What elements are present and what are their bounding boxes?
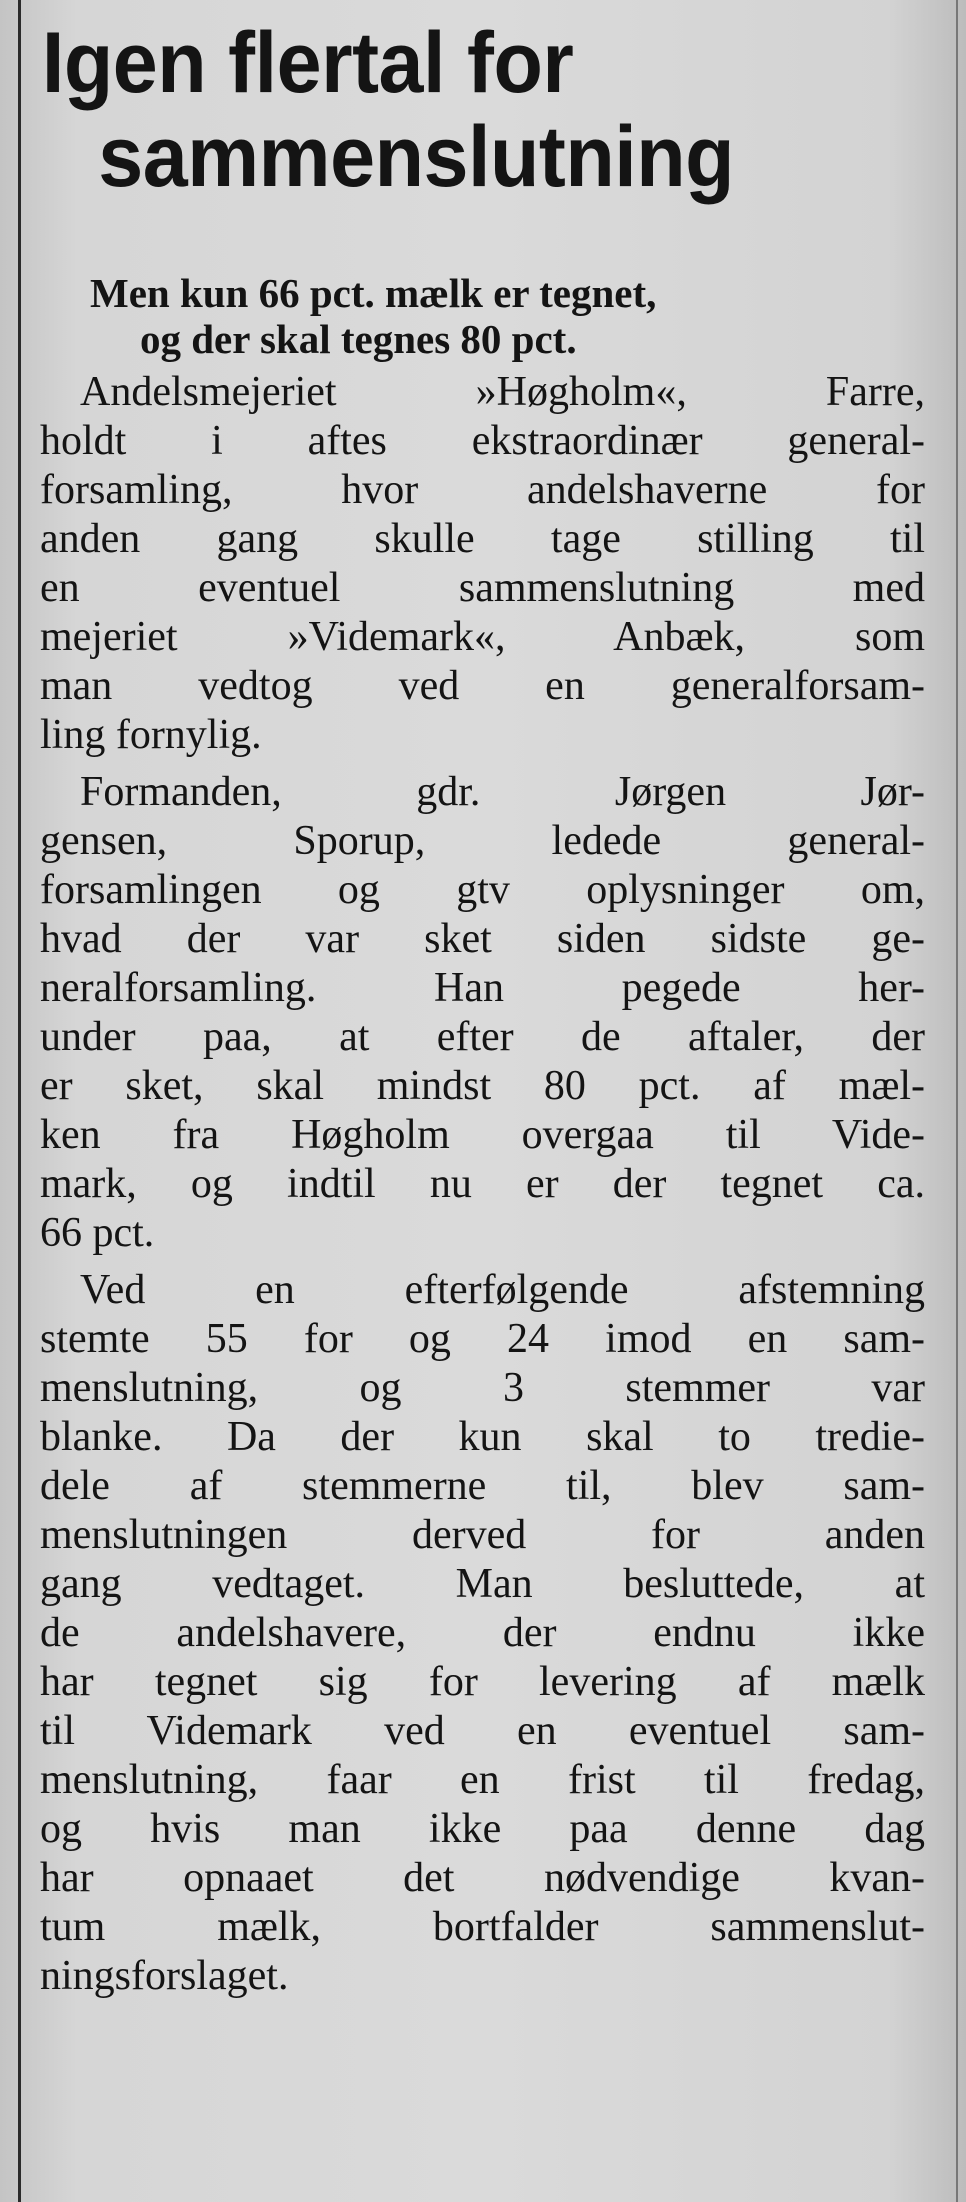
text-line: mejeriet »Videmark«, Anbæk, som [40, 614, 925, 660]
text-line: under paa, at efter de aftaler, der [40, 1014, 925, 1060]
text-line: man vedtog ved en generalforsam- [40, 663, 925, 709]
text-line: forsamling, hvor andelshaverne for [40, 467, 925, 513]
text-line: har tegnet sig for levering af mælk [40, 1659, 925, 1705]
text-line: Formanden, gdr. Jørgen Jør- [80, 769, 925, 815]
paragraph-3 [40, 1266, 940, 2001]
text-line: og hvis man ikke paa denne dag [40, 1806, 925, 1852]
text-line: Ved en efterfølgende afstemning [80, 1267, 925, 1313]
subheadline-line: Men kun 66 pct. mælk er tegnet, [90, 270, 657, 316]
text-line: de andelshavere, der endnu ikke [40, 1610, 925, 1656]
text-line: har opnaaet det nødvendige kvan- [40, 1855, 925, 1901]
text-line: Andelsmejeriet »Høgholm«, Farre, [80, 369, 925, 415]
text-line: mark, og indtil nu er der tegnet ca. [40, 1161, 925, 1207]
column-rule-left [18, 0, 21, 2202]
text-line: ningsforslaget. [40, 1953, 289, 1999]
text-line: menslutning, og 3 stemmer var [40, 1365, 925, 1411]
text-line: menslutning, faar en frist til fredag, [40, 1757, 925, 1803]
column-rule-right [956, 0, 958, 2202]
paragraph-1 [40, 368, 940, 760]
text-line: holdt i aftes ekstraordinær general- [40, 418, 925, 464]
headline-line: sammenslutning [98, 109, 735, 205]
text-line: neralforsamling. Han pegede her- [40, 965, 925, 1011]
text-line: forsamlingen og gtv oplysninger om, [40, 867, 925, 913]
text-line: blanke. Da der kun skal to tredie- [40, 1414, 925, 1460]
text-line: hvad der var sket siden sidste ge- [40, 916, 925, 962]
text-line: gensen, Sporup, ledede general- [40, 818, 925, 864]
subheadline [40, 270, 940, 362]
article [40, 0, 940, 2009]
text-line: ling fornylig. [40, 712, 262, 758]
text-line: stemte 55 for og 24 imod en sam- [40, 1316, 925, 1362]
article-body [40, 368, 940, 2001]
text-line: er sket, skal mindst 80 pct. af mæl- [40, 1063, 925, 1109]
text-line: 66 pct. [40, 1210, 155, 1256]
subheadline-line: og der skal tegnes 80 pct. [140, 316, 577, 362]
paragraph-2 [40, 768, 940, 1258]
text-line: ken fra Høgholm overgaa til Vide- [40, 1112, 925, 1158]
text-line: dele af stemmerne til, blev sam- [40, 1463, 925, 1509]
text-line: en eventuel sammenslutning med [40, 565, 925, 611]
text-line: anden gang skulle tage stilling til [40, 516, 925, 562]
headline [40, 0, 886, 204]
text-line: tum mælk, bortfalder sammenslut- [40, 1904, 925, 1950]
text-line: menslutningen derved for anden [40, 1512, 925, 1558]
text-line: til Videmark ved en eventuel sam- [40, 1708, 925, 1754]
text-line: gang vedtaget. Man besluttede, at [40, 1561, 925, 1607]
headline-line: Igen flertal for [41, 15, 574, 111]
